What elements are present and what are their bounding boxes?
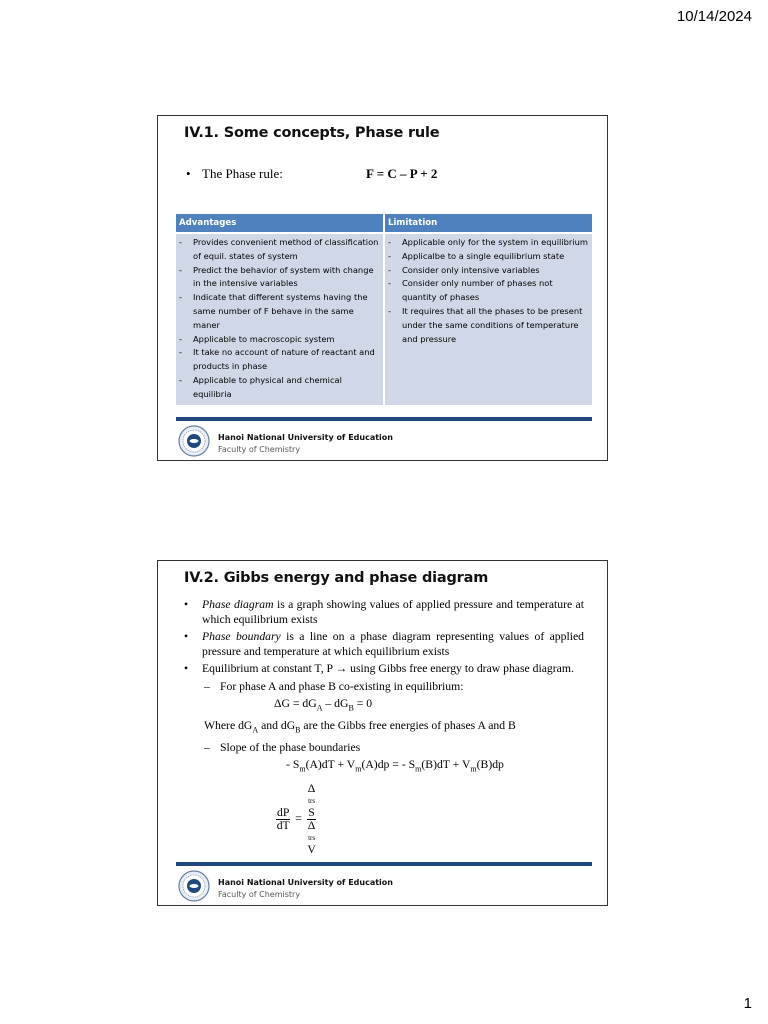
equation-delta-g: $\Delta G = dG_A - dG_B = 0$ (274, 697, 373, 713)
bullet-label: The Phase rule: (202, 166, 283, 181)
footer-faculty: Faculty of Chemistry (218, 445, 301, 454)
university-logo-icon (178, 870, 210, 902)
list-item: - Indicate that different systems having the same number of F behave in the same maner (179, 291, 380, 332)
term-phase-boundary: Phase boundary (202, 630, 281, 643)
header-date: 10/14/2024 (676, 8, 752, 25)
sub-bullet-text: For phase A and phase B co-existing in equilibrium: (220, 679, 464, 693)
phase-rule-equation: F = C – P + 2 (366, 166, 438, 181)
list-item: - Applicable only for the system in equilibrium (388, 236, 589, 250)
footer-university: Hanoi National University of Education (218, 878, 393, 887)
footer-text (218, 432, 393, 456)
equation-entropy-volume: - $S_m(A)dT + V_m(A)dp$ = - $S_m(B)dT + V_m(B)dp$ (286, 758, 504, 774)
dash: – (204, 740, 210, 754)
bullet-equilibrium (184, 662, 584, 677)
table-header-advantages: Advantages (176, 214, 384, 233)
slide-gibbs-energy (157, 560, 608, 906)
list-item: - Consider only intensive variables (388, 264, 589, 278)
advantages-list (179, 236, 380, 402)
list-item: - Predict the behavior of system with change in the intensive variables (179, 264, 380, 292)
footer-university: Hanoi National University of Education (218, 433, 393, 442)
where-text: Where $dG_A$ and $dG_B$ are the Gibbs free energies of phases A and B (204, 718, 516, 735)
bullet-dot: • (184, 630, 189, 643)
phase-rule-table (176, 214, 592, 405)
slide-phase-rule (157, 115, 608, 461)
advantages-cell (176, 233, 384, 405)
fraction-delta-s-delta-v: Δ trs S Δ trs V (307, 781, 316, 856)
slide-title: IV.1. Some concepts, Phase rule (184, 125, 440, 141)
bullet-dot: • (184, 662, 189, 675)
limitation-cell (384, 233, 592, 405)
definition-phase-boundary: is a line on a phase diagram representing values of applied pressure and temperature at which equilibrium exists (202, 630, 584, 658)
list-item: - Provides convenient method of classification of equil. states of system (179, 236, 380, 264)
list-item: - Applicalbe to a single equilibrium state (388, 250, 589, 264)
limitation-list (388, 236, 589, 346)
dash: – (204, 679, 210, 693)
list-item: - Applicable to physical and chemical equilibria (179, 374, 380, 402)
fraction-dp-dt: $\frac{dP}{dT}$ (276, 805, 290, 832)
definition-phase-diagram: is a graph showing values of applied pressure and temperature at which equilibrium exists (202, 598, 584, 626)
bullet-phase-boundary (184, 630, 584, 659)
equation-clapeyron: $\frac{dP}{dT}$ = Δ trs S Δ trs V (276, 781, 316, 856)
footer-bar (176, 862, 592, 866)
bullet-dot: • (186, 166, 191, 181)
sub-bullet-slope (184, 741, 584, 756)
list-item: - Applicable to macroscopic system (179, 333, 380, 347)
table-header-limitation: Limitation (384, 214, 592, 233)
list-item: - It take no account of nature of reactant and products in phase (179, 346, 380, 374)
list-item: - It requires that all the phases to be present under the same conditions of temperature and pressure (388, 305, 589, 346)
equilibrium-text: Equilibrium at constant T, P → using Gibbs free energy to draw phase diagram. (202, 662, 574, 675)
footer-bar (176, 417, 592, 421)
bullet-dot: • (184, 598, 189, 611)
university-logo-icon (178, 425, 210, 457)
footer-faculty: Faculty of Chemistry (218, 890, 301, 899)
list-item: - Consider only number of phases not quantity of phases (388, 277, 589, 305)
bullet-phase-diagram (184, 598, 584, 627)
slide-title: IV.2. Gibbs energy and phase diagram (184, 570, 489, 586)
term-phase-diagram: Phase diagram (202, 598, 274, 611)
slide-body (184, 598, 584, 856)
footer-text (218, 877, 393, 901)
page-number: 1 (743, 995, 752, 1012)
sub-bullet-text: Slope of the phase boundaries (220, 740, 361, 754)
sub-bullet-coexisting (184, 680, 584, 695)
